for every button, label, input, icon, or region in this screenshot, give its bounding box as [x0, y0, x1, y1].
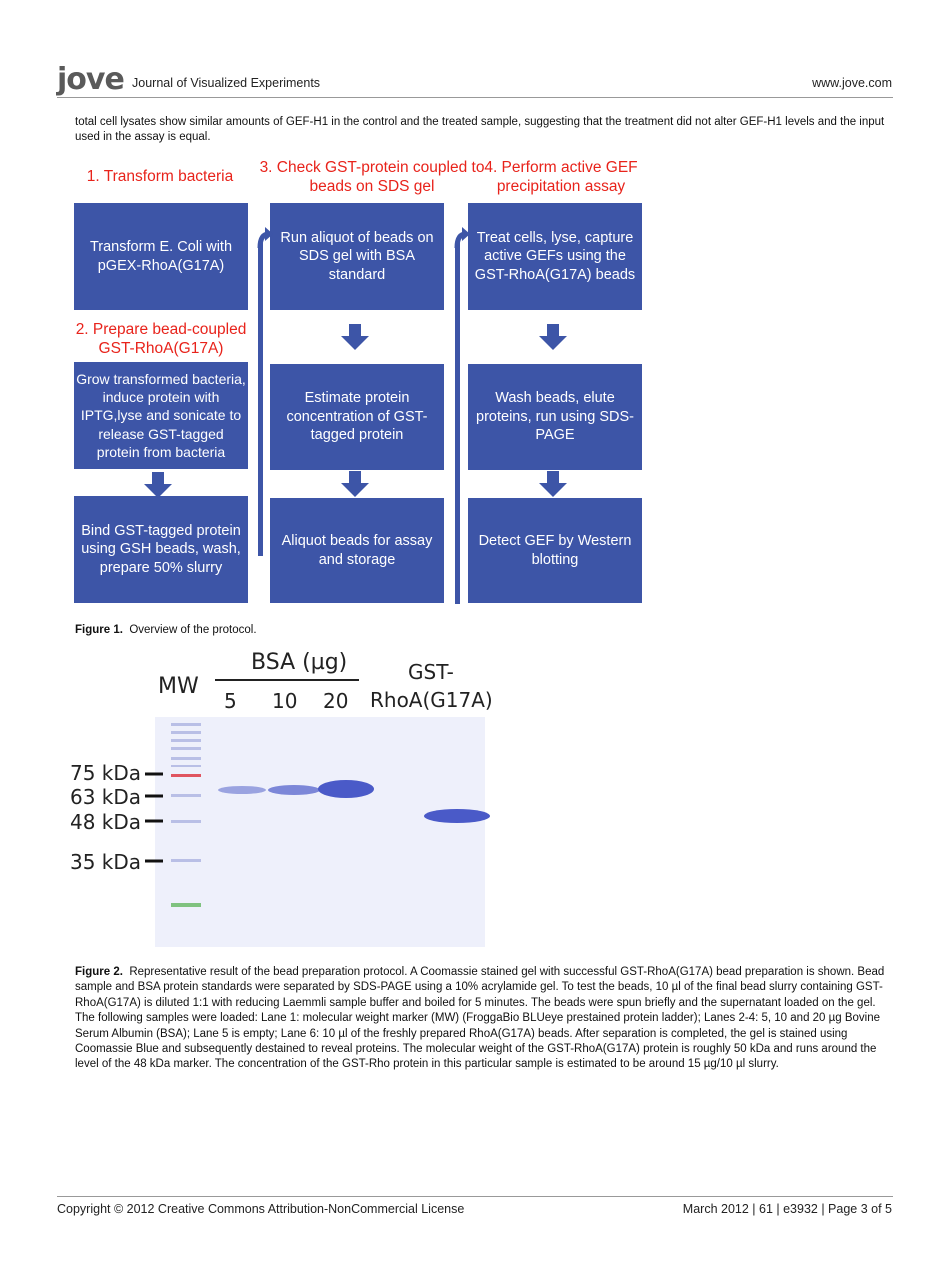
footer-citation: March 2012 | 61 | e3932 | Page 3 of 5	[682, 1202, 892, 1216]
marker-35: 35 kDa	[70, 850, 142, 874]
arrow-down-icon	[144, 472, 172, 498]
lane-label-5: 5	[224, 689, 237, 713]
figure2-caption	[75, 965, 887, 1073]
box-aliquot: Aliquot beads for assay and storage	[270, 498, 444, 603]
lane-label-20: 20	[323, 689, 349, 713]
lane-label-10: 10	[272, 689, 298, 713]
box-estimate: Estimate protein concentration of GST-tagged protein	[270, 364, 444, 470]
figure1-arrows	[75, 152, 645, 605]
footer-divider	[57, 1196, 893, 1197]
figure2-caption-label: Figure 2.	[75, 966, 123, 978]
figure-1	[75, 152, 645, 605]
journal-title: Journal of Visualized Experiments	[132, 76, 321, 90]
step1-title: 1. Transform bacteria	[86, 168, 234, 185]
box-bind: Bind GST-tagged protein using GSH beads, wash, prepare 50% slurry	[74, 496, 248, 603]
box-wash: Wash beads, elute proteins, run using SDS-PAGE	[468, 364, 642, 470]
bsa-band-20	[318, 780, 374, 798]
mw-label: MW	[158, 674, 199, 699]
step4-title: 4. Perform active GEF precipitation assay	[484, 159, 638, 195]
jove-logo: jove	[57, 62, 124, 97]
marker-48: 48 kDa	[70, 810, 142, 834]
marker-75: 75 kDa	[70, 761, 142, 785]
footer-copyright: Copyright © 2012 Creative Commons Attribution-NonCommercial License	[57, 1202, 465, 1216]
box-grow: Grow transformed bacteria, induce protein with IPTG,lyse and sonicate to release GST-tagged protein from bacteria	[74, 362, 248, 469]
box-run: Run aliquot of beads on SDS gel with BSA standard	[270, 203, 444, 310]
box-detect: Detect GEF by Western blotting	[468, 498, 642, 603]
figure1-caption	[75, 623, 887, 638]
bsa-band-5	[218, 786, 266, 794]
gst-band	[424, 809, 490, 823]
bsa-band-10	[268, 785, 320, 795]
figure2-caption-text: Representative result of the bead preparation protocol. A Coomassie stained gel with successful GST-RhoA(G17A) bead preparation is shown. Bead sample and BSA protein standards were separated by SDS-PAGE using a 10% acrylamide gel. To test the beads, 10 µl of the final bead slurry containing GST-RhoA(G17A) is diluted 1:1 with reducing Laemmli sample buffer and boiled for 5 minutes. The beads were spun briefly and the supernatant loaded on the gel. The following samples were loaded: Lane 1: molecular weight marker (MW) (FroggaBio BLUeye prestained protein ladder); Lanes 2-4: 5, 10 and 20 µg Bovine Serum Albumin (BSA); Lane 5 is empty; Lane 6: 10 µl of the freshly prepared RhoA(G17A) beads. After separation is completed, the gel is stained using Coomassie Blue and subsequently destained to reveal proteins. The molecular weight of the GST-RhoA(G17A) protein is roughly 50 kDa and runs around the level of the 48 kDa marker. The concentration of the GST-Rho protein in this particular sample is estimated to be around 15 µg/10 µl slurry.	[75, 966, 885, 1071]
bsa-label: BSA (µg)	[251, 650, 348, 675]
arrow-down-icon	[341, 324, 369, 350]
arrow-down-icon	[539, 324, 567, 350]
step2-title: 2. Prepare bead-coupled GST-RhoA(G17A)	[75, 321, 247, 357]
marker-63: 63 kDa	[70, 785, 142, 809]
arrow-down-icon	[341, 471, 369, 497]
bsa-underline	[215, 679, 359, 681]
arrow-down-icon	[539, 471, 567, 497]
gel-background	[155, 717, 485, 947]
box-transform: Transform E. Coli with pGEX-RhoA(G17A)	[74, 203, 248, 310]
gst-label-1: GST-	[408, 660, 454, 684]
step3-title: 3. Check GST-protein coupled to beads on SDS gel	[259, 159, 485, 195]
gst-label-2: RhoA(G17A)	[370, 688, 493, 712]
intro-paragraph: total cell lysates show similar amounts of GEF-H1 in the control and the treated sample, suggesting that the treatment did not alter GEF-H1 levels and the input used in the assay is equal.	[75, 116, 885, 144]
journal-website[interactable]: www.jove.com	[812, 76, 892, 90]
figure-2	[70, 645, 500, 947]
figure1-caption-label: Figure 1.	[75, 624, 123, 636]
box-treat: Treat cells, lyse, capture active GEFs using the GST-RhoA(G17A) beads	[468, 203, 642, 310]
header-divider	[57, 97, 893, 98]
figure1-caption-text: Overview of the protocol.	[129, 624, 257, 636]
